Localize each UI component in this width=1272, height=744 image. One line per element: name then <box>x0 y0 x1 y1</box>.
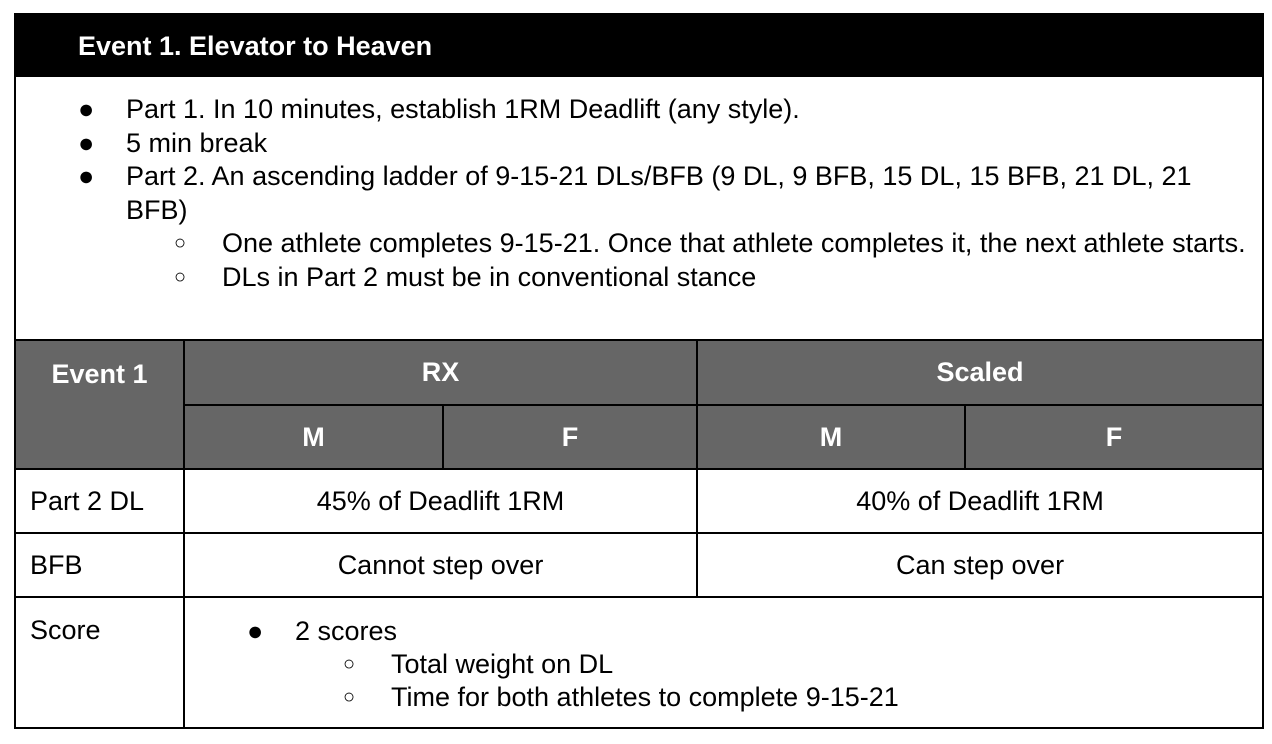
bullet-icon: ● <box>247 616 264 646</box>
rule-text: 5 min break <box>126 127 268 158</box>
rule-item <box>16 160 1262 227</box>
hollow-bullet-icon: ○ <box>174 232 187 254</box>
header-rx: RX <box>184 341 697 405</box>
hollow-bullet-icon: ○ <box>174 265 187 288</box>
row-label: Part 2 DL <box>16 469 184 533</box>
header-scaled-female: F <box>965 405 1262 469</box>
standards-table <box>16 341 1262 727</box>
event-title: Event 1. Elevator to Heaven <box>16 15 1262 77</box>
rules-list <box>16 77 1262 341</box>
score-item-text: 2 scores <box>295 616 398 646</box>
row-label: BFB <box>16 533 184 597</box>
hollow-bullet-icon: ○ <box>343 653 356 675</box>
rule-item <box>16 93 1262 127</box>
rule-sub-text: DLs in Part 2 must be in conventional stance <box>222 261 757 292</box>
header-scaled: Scaled <box>697 341 1262 405</box>
score-row <box>16 597 1262 727</box>
rule-sub-text: One athlete completes 9-15-21. Once that athlete completes it, the next athlete starts. <box>222 228 1246 258</box>
score-sub-item <box>185 681 1262 714</box>
header-rx-female: F <box>443 405 697 469</box>
table-row <box>16 469 1262 533</box>
scaled-value: Can step over <box>697 533 1262 597</box>
table-header-row <box>16 341 1262 405</box>
table-row <box>16 533 1262 597</box>
rule-item <box>16 127 1262 161</box>
header-rx-male: M <box>184 405 443 469</box>
event-document <box>14 13 1264 729</box>
header-scaled-male: M <box>697 405 965 469</box>
rx-value: 45% of Deadlift 1RM <box>184 469 697 533</box>
score-sub-item <box>185 648 1262 681</box>
rx-value: Cannot step over <box>184 533 697 597</box>
score-item <box>185 615 1262 648</box>
bullet-icon: ● <box>78 94 95 124</box>
table-subheader-row <box>16 405 1262 469</box>
rule-text: Part 2. An ascending ladder of 9-15-21 DLs/BFB (9 DL, 9 BFB, 15 DL, 15 BFB, 21 DL, 21 BFB) <box>126 161 1192 225</box>
score-sub-text: Time for both athletes to complete 9-15-21 <box>391 682 899 712</box>
score-details <box>184 597 1262 727</box>
scaled-value: 40% of Deadlift 1RM <box>697 469 1262 533</box>
rule-sub-item <box>16 261 1262 295</box>
header-event: Event 1 <box>16 341 184 469</box>
score-sub-text: Total weight on DL <box>391 649 614 679</box>
rule-text: Part 1. In 10 minutes, establish 1RM Deadlift (any style). <box>126 94 800 124</box>
score-label: Score <box>16 597 184 727</box>
bullet-icon: ● <box>78 127 95 158</box>
hollow-bullet-icon: ○ <box>343 686 356 708</box>
rule-sub-item <box>16 227 1262 261</box>
bullet-icon: ● <box>78 161 95 191</box>
